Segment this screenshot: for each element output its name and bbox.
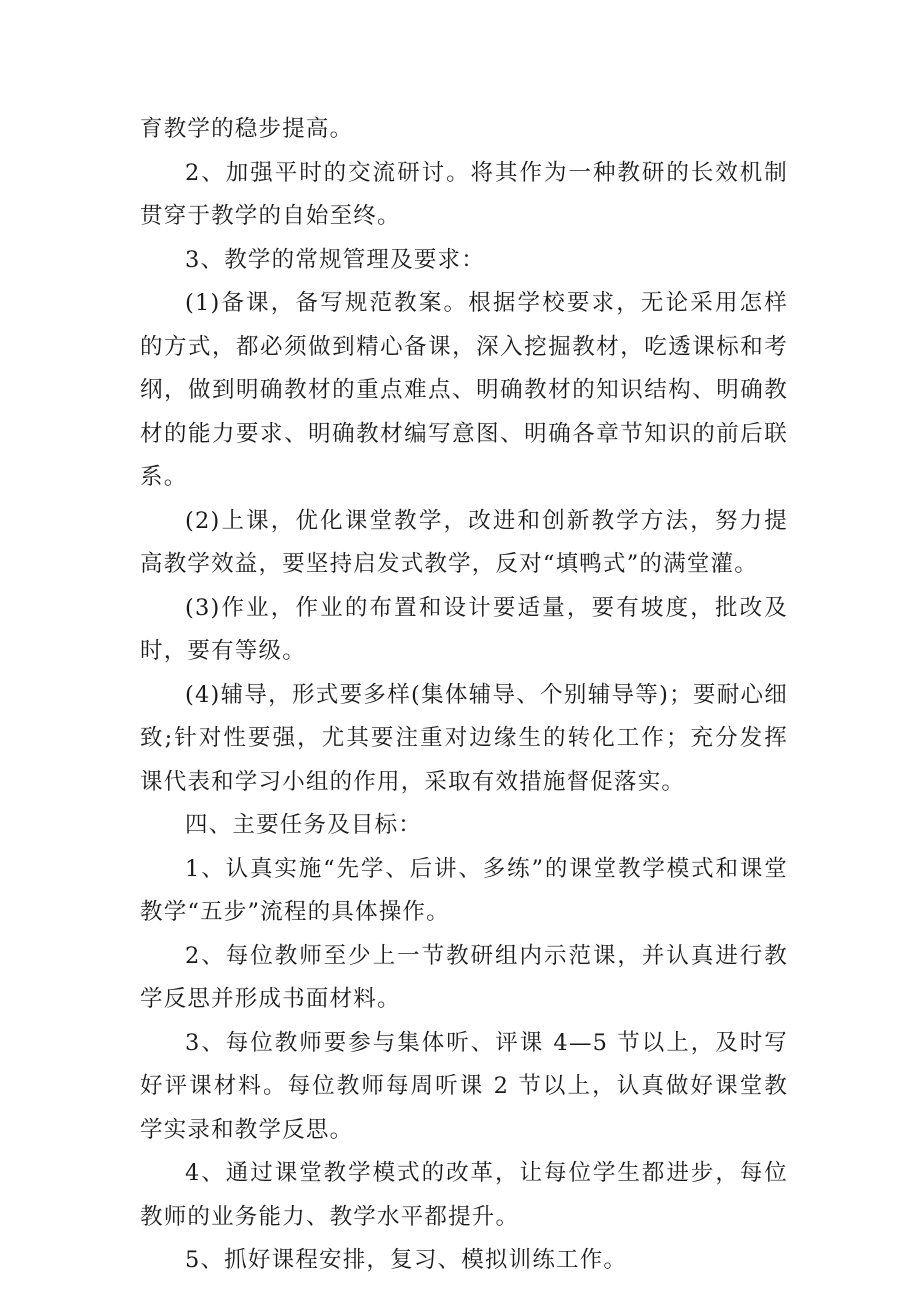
paragraph-12: 4、通过课堂教学模式的改革，让每位学生都进步，每位教师的业务能力、教学水平都提升。 xyxy=(140,1160,788,1230)
paragraph-2: 2、加强平时的交流研讨。将其作为一种教研的长效机制贯穿于教学的自始至终。 xyxy=(140,159,788,229)
paragraph-13: 5、抓好课程安排，复习、模拟训练工作。 xyxy=(185,1247,628,1273)
paragraph-5: (2)上课，优化课堂教学，改进和创新教学方法，努力提高教学效益，要坚持启发式教学，反对“填鸭式”的满堂灌。 xyxy=(140,507,788,577)
paragraph-11: 3、每位教师要参与集体听、评课 4—5 节以上，及时写好评课材料。每位教师每周听课 2 节以上，认真做好课堂教学实录和教学反思。 xyxy=(140,1029,788,1143)
paragraph-7: (4)辅导，形式要多样(集体辅导、个别辅导等)；要耐心细致;针对性要强，尤其要注重对边缘生的转化工作；充分发挥课代表和学习小组的作用，采取有效措施督促落实。 xyxy=(140,681,788,795)
paragraph-10: 2、每位教师至少上一节教研组内示范课，并认真进行教学反思并形成书面材料。 xyxy=(140,942,788,1012)
paragraph-3: 3、教学的常规管理及要求： xyxy=(185,246,485,273)
section-heading: 四、主要任务及目标： xyxy=(185,812,423,838)
document-body xyxy=(140,108,788,1283)
paragraph-4: (1)备课，备写规范教案。根据学校要求，无论采用怎样的方式，都必须做到精心备课，深入挖掘教材，吃透课标和考纲，做到明确教材的重点难点、明确教材的知识结构、明确教材的能力要求、明确教材编写意图、明确各章节知识的前后联系。 xyxy=(140,290,788,490)
paragraph-6: (3)作业，作业的布置和设计要适量，要有坡度，批改及时，要有等级。 xyxy=(140,594,788,664)
paragraph-1: 育教学的稳步提高。 xyxy=(140,116,354,142)
paragraph-9: 1、认真实施“先学、后讲、多练”的课堂教学模式和课堂教学“五步”流程的具体操作。 xyxy=(140,855,788,925)
